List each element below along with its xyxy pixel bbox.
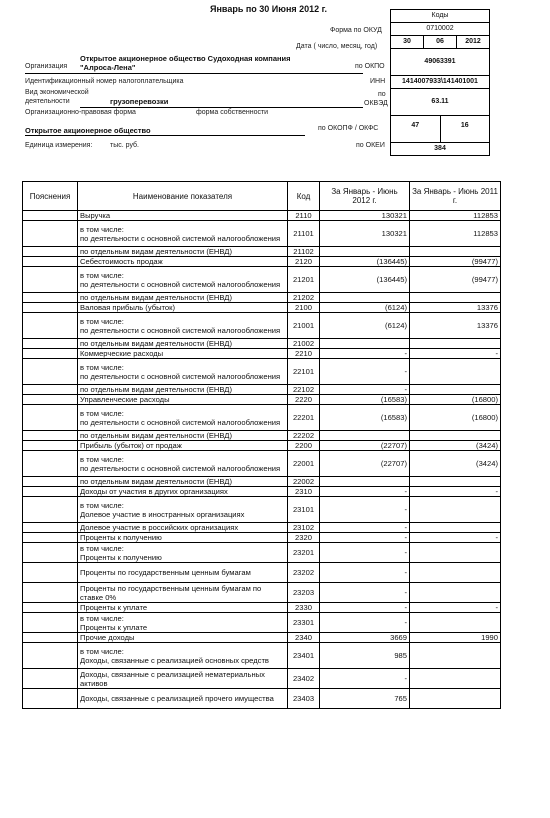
row-value-2011: (99477) xyxy=(410,257,501,267)
table-row xyxy=(23,497,501,523)
row-value-2011 xyxy=(410,613,501,633)
row-value-2011 xyxy=(410,431,501,441)
table-row xyxy=(23,339,501,349)
okopf-code: 47 xyxy=(391,116,441,142)
row-value-2011 xyxy=(410,497,501,523)
table-row xyxy=(23,313,501,339)
row-code: 23102 xyxy=(288,523,320,533)
okved-label-1: по xyxy=(378,91,386,98)
row-code: 2100 xyxy=(288,303,320,313)
row-value-2011 xyxy=(410,563,501,583)
row-indicator-name: Доходы от участия в других организациях xyxy=(78,487,288,497)
table-row xyxy=(23,359,501,385)
row-value-2012: (16583) xyxy=(320,405,410,431)
row-value-2012: - xyxy=(320,359,410,385)
report-period-title: Январь по 30 Июня 2012 г. xyxy=(210,4,328,14)
row-value-2011 xyxy=(410,523,501,533)
row-code: 22202 xyxy=(288,431,320,441)
row-indicator-name: по отдельным видам деятельности (ЕНВД) xyxy=(78,293,288,303)
row-value-2011: 1990 xyxy=(410,633,501,643)
row-code: 23202 xyxy=(288,563,320,583)
activity-label-1: Вид экономической xyxy=(25,89,89,96)
row-value-2012: - xyxy=(320,583,410,603)
okopf-okfs-codes xyxy=(391,116,489,143)
legal-form-value: Открытое акционерное общество xyxy=(25,126,151,135)
okei-code: 384 xyxy=(434,145,446,152)
row-code: 21202 xyxy=(288,293,320,303)
row-indicator-name: Проценты к получению xyxy=(78,533,288,543)
row-code: 23203 xyxy=(288,583,320,603)
row-indicator-name: по отдельным видам деятельности (ЕНВД) xyxy=(78,477,288,487)
date-cells xyxy=(391,36,489,49)
row-indicator-name: в том числе: по деятельности с основной системой налогообложения xyxy=(78,359,288,385)
row-notes-cell xyxy=(23,247,78,257)
row-notes-cell xyxy=(23,643,78,669)
row-indicator-name: Валовая прибыль (убыток) xyxy=(78,303,288,313)
row-code: 23401 xyxy=(288,643,320,669)
row-code: 23101 xyxy=(288,497,320,523)
row-indicator-name: по отдельным видам деятельности (ЕНВД) xyxy=(78,339,288,349)
row-value-2011 xyxy=(410,477,501,487)
date-year: 2012 xyxy=(465,38,481,45)
row-indicator-name: в том числе: по деятельности с основной системой налогообложения xyxy=(78,313,288,339)
row-indicator-name: Доходы, связанные с реализацией нематериальных активов xyxy=(78,669,288,689)
row-value-2011: (16800) xyxy=(410,395,501,405)
row-code: 22002 xyxy=(288,477,320,487)
row-value-2011 xyxy=(410,669,501,689)
row-notes-cell xyxy=(23,543,78,563)
row-code: 21101 xyxy=(288,221,320,247)
okved-code: 63.11 xyxy=(391,89,489,116)
table-row xyxy=(23,669,501,689)
row-value-2012: - xyxy=(320,543,410,563)
table-row xyxy=(23,431,501,441)
row-value-2012: 3669 xyxy=(320,633,410,643)
row-value-2011 xyxy=(410,643,501,669)
row-indicator-name: Проценты по государственным ценным бумагам xyxy=(78,563,288,583)
row-notes-cell xyxy=(23,313,78,339)
row-notes-cell xyxy=(23,669,78,689)
row-code: 2310 xyxy=(288,487,320,497)
col-header-indicator: Наименование показателя xyxy=(78,182,288,211)
row-indicator-name: Управленческие расходы xyxy=(78,395,288,405)
row-code: 2340 xyxy=(288,633,320,643)
row-code: 23403 xyxy=(288,689,320,709)
col-header-code: Код xyxy=(288,182,320,211)
row-value-2012 xyxy=(320,431,410,441)
row-value-2011 xyxy=(410,359,501,385)
row-indicator-name: Выручка xyxy=(78,211,288,221)
activity-label-2: деятельности xyxy=(25,98,70,105)
col-header-notes: Пояснения xyxy=(23,182,78,211)
row-code: 22201 xyxy=(288,405,320,431)
row-value-2011: - xyxy=(410,533,501,543)
row-code: 23201 xyxy=(288,543,320,563)
row-notes-cell xyxy=(23,583,78,603)
okei-label: по ОКЕИ xyxy=(356,142,385,149)
table-row xyxy=(23,633,501,643)
row-value-2011: 112853 xyxy=(410,211,501,221)
row-indicator-name: в том числе: Доходы, связанные с реализацией основных средств xyxy=(78,643,288,669)
row-code: 21001 xyxy=(288,313,320,339)
okud-code: 0710002 xyxy=(391,23,489,36)
table-row xyxy=(23,533,501,543)
table-row xyxy=(23,395,501,405)
row-value-2011 xyxy=(410,583,501,603)
table-row xyxy=(23,221,501,247)
row-value-2011 xyxy=(410,385,501,395)
row-value-2012 xyxy=(320,339,410,349)
row-notes-cell xyxy=(23,487,78,497)
table-row xyxy=(23,405,501,431)
row-notes-cell xyxy=(23,497,78,523)
row-indicator-name: Прочие доходы xyxy=(78,633,288,643)
row-code: 2120 xyxy=(288,257,320,267)
row-indicator-name: по отдельным видам деятельности (ЕНВД) xyxy=(78,431,288,441)
row-code: 21002 xyxy=(288,339,320,349)
row-value-2012: 130321 xyxy=(320,211,410,221)
row-indicator-name: в том числе: по деятельности с основной системой налогообложения xyxy=(78,267,288,293)
row-indicator-name: в том числе: Проценты к уплате xyxy=(78,613,288,633)
row-notes-cell xyxy=(23,689,78,709)
legal-form-label: Организационно-правовая форма xyxy=(25,109,136,116)
row-value-2011 xyxy=(410,689,501,709)
okud-label: Форма по ОКУД xyxy=(330,27,382,34)
row-notes-cell xyxy=(23,533,78,543)
row-value-2012: - xyxy=(320,533,410,543)
row-notes-cell xyxy=(23,267,78,293)
table-row xyxy=(23,385,501,395)
row-notes-cell xyxy=(23,221,78,247)
table-row xyxy=(23,267,501,293)
org-name-line1: Открытое акционерное общество Судоходная компания xyxy=(80,54,291,63)
activity-value: грузоперевозки xyxy=(110,97,169,106)
unit-value: тыс. руб. xyxy=(110,142,139,149)
row-code: 23301 xyxy=(288,613,320,633)
row-indicator-name: Проценты к уплате xyxy=(78,603,288,613)
row-value-2011: (3424) xyxy=(410,441,501,451)
row-code: 21201 xyxy=(288,267,320,293)
row-code: 2320 xyxy=(288,533,320,543)
row-notes-cell xyxy=(23,303,78,313)
row-notes-cell xyxy=(23,293,78,303)
row-value-2012: - xyxy=(320,349,410,359)
okpo-label: по ОКПО xyxy=(355,63,385,70)
table-row xyxy=(23,257,501,267)
col-header-2011: За Январь - Июнь 2011 г. xyxy=(410,182,501,211)
row-value-2012: (136445) xyxy=(320,257,410,267)
row-notes-cell xyxy=(23,339,78,349)
row-value-2012: (136445) xyxy=(320,267,410,293)
row-code: 2110 xyxy=(288,211,320,221)
row-value-2012: (6124) xyxy=(320,313,410,339)
row-indicator-name: по отдельным видам деятельности (ЕНВД) xyxy=(78,385,288,395)
row-notes-cell xyxy=(23,613,78,633)
row-value-2012: - xyxy=(320,523,410,533)
org-label: Организация xyxy=(25,63,68,70)
row-value-2011: (99477) xyxy=(410,267,501,293)
row-value-2012: - xyxy=(320,613,410,633)
inn-caption: Идентификационный номер налогоплательщика xyxy=(25,78,184,85)
table-row xyxy=(23,689,501,709)
table-row xyxy=(23,603,501,613)
inn-label: ИНН xyxy=(370,78,386,85)
date-month: 06 xyxy=(424,36,457,48)
row-notes-cell xyxy=(23,257,78,267)
row-value-2012: (22707) xyxy=(320,451,410,477)
row-indicator-name: Коммерческие расходы xyxy=(78,349,288,359)
row-code: 23402 xyxy=(288,669,320,689)
row-code: 22101 xyxy=(288,359,320,385)
table-row xyxy=(23,293,501,303)
row-notes-cell xyxy=(23,395,78,405)
row-indicator-name: Проценты по государственным ценным бумагам по ставке 0% xyxy=(78,583,288,603)
row-value-2011 xyxy=(410,293,501,303)
table-row xyxy=(23,349,501,359)
row-notes-cell xyxy=(23,563,78,583)
row-value-2012: 130321 xyxy=(320,221,410,247)
row-value-2012 xyxy=(320,247,410,257)
row-notes-cell xyxy=(23,385,78,395)
legal-form-underline xyxy=(25,135,305,136)
row-value-2011: - xyxy=(410,603,501,613)
table-row xyxy=(23,543,501,563)
row-value-2011: 13376 xyxy=(410,303,501,313)
codes-header: Коды xyxy=(391,10,489,23)
row-indicator-name: по отдельным видам деятельности (ЕНВД) xyxy=(78,247,288,257)
okpo-code: 49063391 xyxy=(391,49,489,76)
row-notes-cell xyxy=(23,633,78,643)
row-value-2012: (6124) xyxy=(320,303,410,313)
row-value-2012: (22707) xyxy=(320,441,410,451)
row-indicator-name: в том числе: по деятельности с основной системой налогообложения xyxy=(78,451,288,477)
row-indicator-name: Прибыль (убыток) от продаж xyxy=(78,441,288,451)
row-notes-cell xyxy=(23,349,78,359)
date-day: 30 xyxy=(391,36,424,48)
table-row xyxy=(23,477,501,487)
okved-label-2: ОКВЭД xyxy=(364,100,388,107)
row-notes-cell xyxy=(23,477,78,487)
row-value-2011 xyxy=(410,339,501,349)
row-indicator-name: Себестоимость продаж xyxy=(78,257,288,267)
row-indicator-name: Доходы, связанные с реализацией прочего имущества xyxy=(78,689,288,709)
row-notes-cell xyxy=(23,211,78,221)
ownership-label: форма собственности xyxy=(196,109,269,116)
row-indicator-name: в том числе: Проценты к получению xyxy=(78,543,288,563)
table-row xyxy=(23,613,501,633)
unit-label: Единица измерения: xyxy=(25,142,93,149)
row-value-2011: - xyxy=(410,349,501,359)
row-value-2011: (16800) xyxy=(410,405,501,431)
row-code: 2220 xyxy=(288,395,320,405)
row-indicator-name: в том числе: Долевое участие в иностранных организациях xyxy=(78,497,288,523)
row-value-2012: - xyxy=(320,603,410,613)
row-value-2012 xyxy=(320,477,410,487)
row-value-2011 xyxy=(410,543,501,563)
row-value-2012: - xyxy=(320,563,410,583)
org-underline xyxy=(25,73,363,74)
row-value-2011: 112853 xyxy=(410,221,501,247)
row-code: 22102 xyxy=(288,385,320,395)
col-header-2012: За Январь - Июнь 2012 г. xyxy=(320,182,410,211)
row-indicator-name: Долевое участие в российских организациях xyxy=(78,523,288,533)
table-header-row xyxy=(23,182,501,211)
row-value-2012: - xyxy=(320,385,410,395)
row-code: 2210 xyxy=(288,349,320,359)
row-value-2012: - xyxy=(320,497,410,523)
row-value-2012: 985 xyxy=(320,643,410,669)
row-notes-cell xyxy=(23,359,78,385)
row-notes-cell xyxy=(23,441,78,451)
date-label: Дата ( число, месяц, год) xyxy=(296,43,378,50)
table-row xyxy=(23,583,501,603)
row-notes-cell xyxy=(23,431,78,441)
row-value-2011 xyxy=(410,247,501,257)
table-row xyxy=(23,523,501,533)
row-value-2011: 13376 xyxy=(410,313,501,339)
codes-box xyxy=(390,9,490,156)
row-code: 2200 xyxy=(288,441,320,451)
row-value-2012: 765 xyxy=(320,689,410,709)
table-row xyxy=(23,487,501,497)
row-value-2012: (16583) xyxy=(320,395,410,405)
table-row xyxy=(23,247,501,257)
financial-results-table xyxy=(22,181,501,709)
row-code: 2330 xyxy=(288,603,320,613)
table-row xyxy=(23,643,501,669)
okopf-label: по ОКОПФ / ОКФС xyxy=(318,125,379,132)
row-value-2012: - xyxy=(320,487,410,497)
row-value-2011: - xyxy=(410,487,501,497)
row-value-2012 xyxy=(320,293,410,303)
row-notes-cell xyxy=(23,523,78,533)
row-indicator-name: в том числе: по деятельности с основной системой налогообложения xyxy=(78,405,288,431)
activity-underline xyxy=(80,107,363,108)
row-notes-cell xyxy=(23,603,78,613)
row-code: 22001 xyxy=(288,451,320,477)
row-notes-cell xyxy=(23,405,78,431)
table-row xyxy=(23,563,501,583)
okfs-code: 16 xyxy=(460,122,469,129)
org-name-line2: "Алроса-Лена" xyxy=(80,63,136,72)
row-value-2012: - xyxy=(320,669,410,689)
table-row xyxy=(23,303,501,313)
row-notes-cell xyxy=(23,451,78,477)
inn-code: 1414007933\141401001 xyxy=(391,76,489,89)
table-row xyxy=(23,451,501,477)
table-row xyxy=(23,441,501,451)
table-row xyxy=(23,211,501,221)
row-code: 21102 xyxy=(288,247,320,257)
row-indicator-name: в том числе: по деятельности с основной системой налогообложения xyxy=(78,221,288,247)
row-value-2011: (3424) xyxy=(410,451,501,477)
